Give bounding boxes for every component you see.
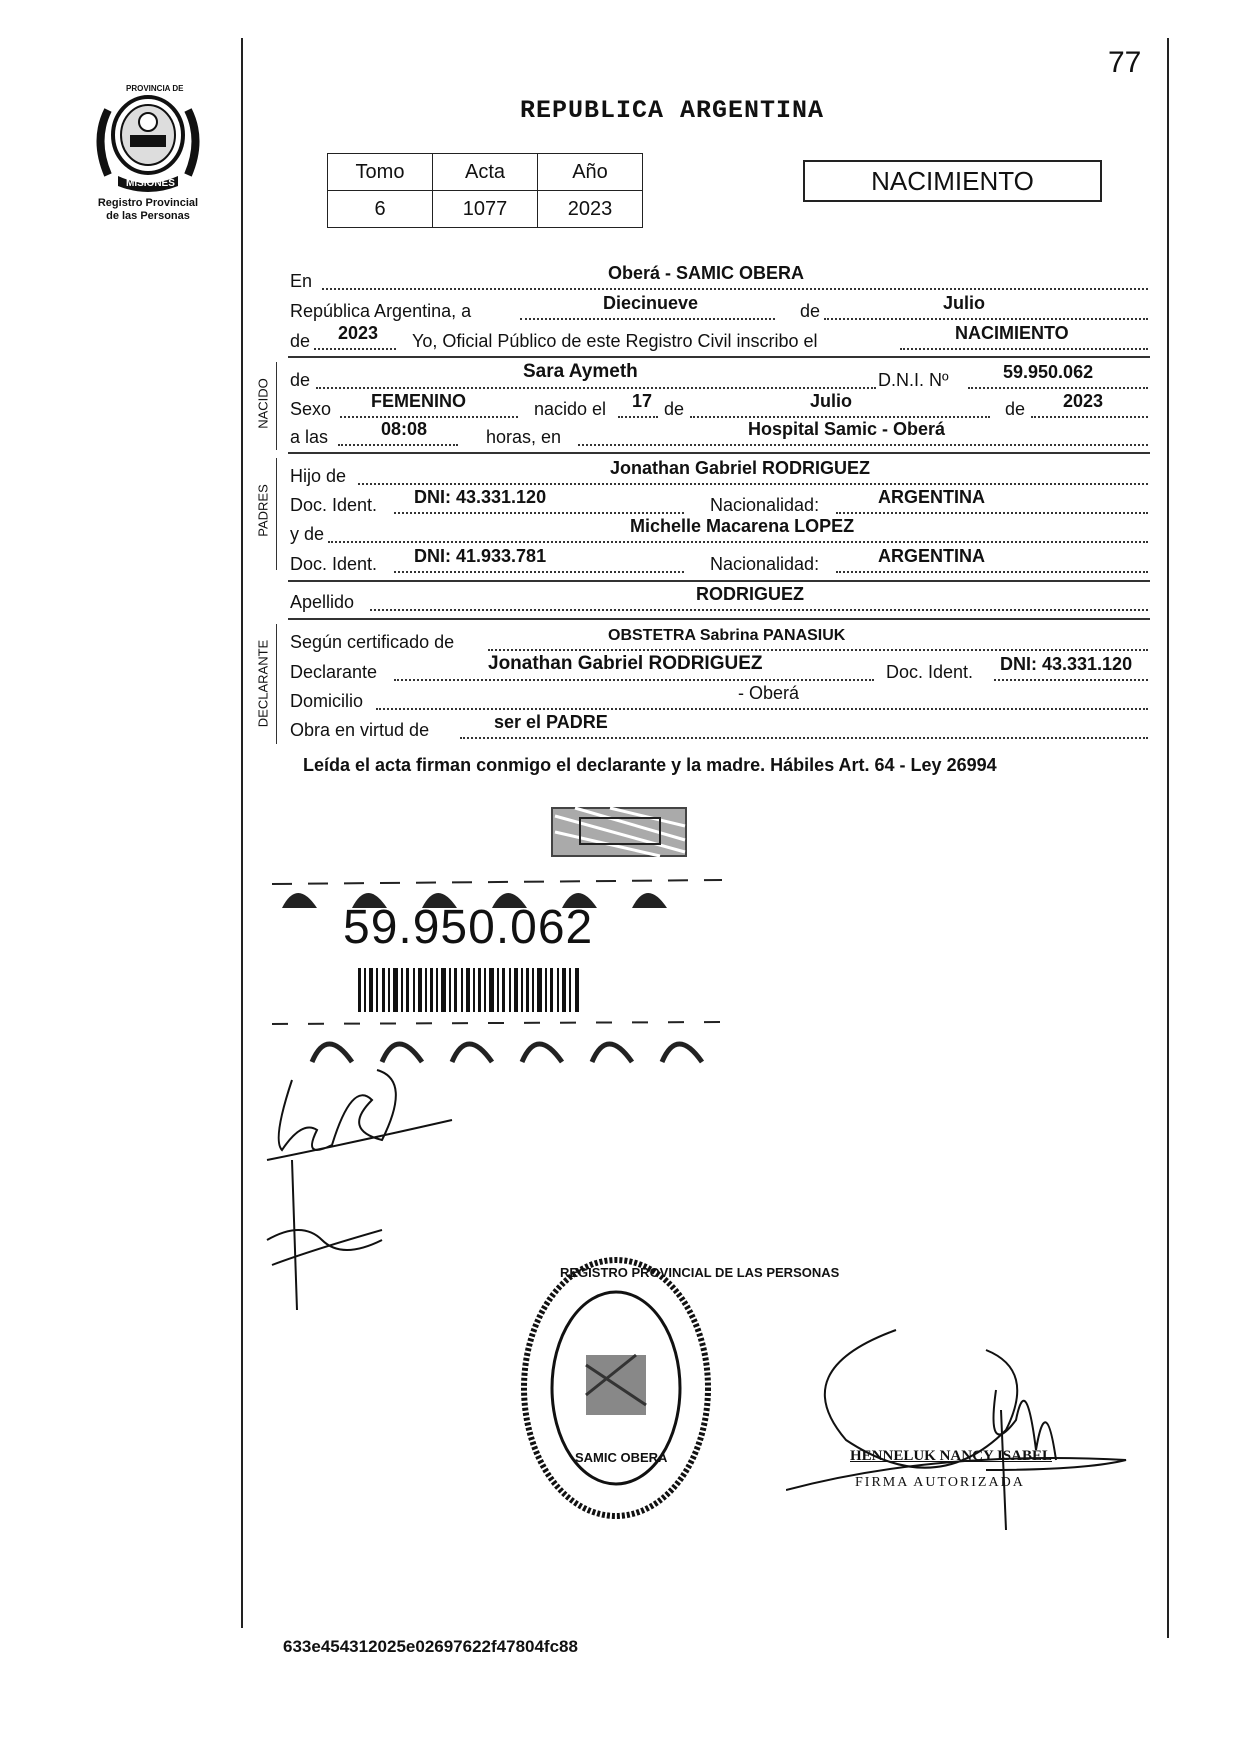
- page-number: 77: [1108, 46, 1142, 79]
- domicilio-label: Domicilio: [290, 691, 364, 711]
- document-hash: 633e454312025e02697622f47804fc88: [283, 1637, 578, 1656]
- official-name: HENNELUK NANCY ISABEL: [850, 1448, 1052, 1464]
- row-certificado: [288, 625, 1148, 655]
- row-madre-doc: [288, 547, 1148, 577]
- logo-caption-line1: Registro Provincial: [97, 197, 199, 209]
- birth-time: 08:08: [381, 419, 428, 439]
- certificado-label: Según certificado de: [290, 632, 455, 652]
- row-en: [288, 264, 1148, 294]
- row-republica: [288, 294, 1148, 324]
- section-label-padres: PADRES: [255, 484, 271, 537]
- doc-ident-label: Doc. Ident.: [290, 495, 378, 515]
- row-padre-doc: [288, 488, 1148, 518]
- father-nationality: ARGENTINA: [878, 487, 985, 507]
- birth-month: Julio: [810, 391, 853, 411]
- logo-seal-text-bottom: MISIONES: [126, 178, 175, 189]
- header-anio: Año: [538, 154, 643, 191]
- header-tomo: Tomo: [328, 154, 433, 191]
- value-tomo: 6: [328, 191, 433, 228]
- month-value: Julio: [943, 293, 986, 313]
- child-dni: 59.950.062: [1003, 362, 1094, 382]
- official-text: Yo, Oficial Público de este Registro Civil inscribo el: [412, 331, 818, 351]
- sexo-label: Sexo: [290, 399, 332, 419]
- logo-caption-line2: de las Personas: [106, 210, 190, 222]
- security-stamp-icon: [550, 800, 690, 862]
- day-value: Diecinueve: [603, 293, 699, 313]
- declarante-doc-label: Doc. Ident.: [886, 662, 974, 682]
- guilloche-bottom-icon: [272, 1018, 722, 1064]
- left-margin-line: [241, 38, 243, 1628]
- row-padre: [288, 459, 1148, 489]
- de-label-2: de: [664, 399, 685, 419]
- section-label-nacido: NACIDO: [255, 378, 271, 429]
- signature-official-icon: [786, 1310, 1146, 1540]
- father-doc: DNI: 43.331.120: [414, 487, 547, 507]
- father-name: Jonathan Gabriel RODRIGUEZ: [610, 458, 871, 478]
- official-role: FIRMA AUTORIZADA: [855, 1475, 1025, 1490]
- signature-declarante-icon: [262, 1060, 462, 1310]
- logo-seal-text-top: PROVINCIA DE: [126, 84, 184, 93]
- nacido-de-label: de: [290, 370, 311, 390]
- birth-year: 2023: [1063, 391, 1104, 411]
- official-seal-icon: [516, 1255, 716, 1525]
- separator: [288, 356, 1150, 358]
- certificado-value: OBSTETRA Sabrina PANASIUK: [608, 627, 846, 644]
- declarante-label: Declarante: [290, 662, 378, 682]
- year-value: 2023: [338, 323, 379, 343]
- seal-ring-text: REGISTRO PROVINCIAL DE LAS PERSONAS: [560, 1265, 840, 1280]
- de-label: de: [800, 301, 821, 321]
- stamp-number: 59.950.062: [343, 901, 594, 954]
- child-name: Sara Aymeth: [523, 361, 638, 382]
- apellido-label: Apellido: [290, 592, 355, 612]
- section-label-declarante: DECLARANTE: [255, 639, 271, 728]
- nacido-el-label: nacido el: [534, 399, 607, 419]
- row-year: de 2023 Yo, Oficial Público de este Registro Civil inscribo el NACIMIENTO: [288, 324, 1148, 354]
- birth-day: 17: [632, 391, 653, 411]
- document-type-box: NACIMIENTO: [803, 160, 1102, 202]
- row-obra: [288, 713, 1148, 743]
- row-nacido-name: [288, 363, 1148, 393]
- registry-table: [327, 153, 643, 228]
- header-acta: Acta: [433, 154, 538, 191]
- obra-label: Obra en virtud de: [290, 720, 430, 740]
- right-margin-line: [1167, 38, 1169, 1638]
- place-value: Oberá - SAMIC OBERA: [608, 263, 805, 283]
- en-label: En: [290, 271, 313, 291]
- row-domicilio: [288, 684, 1148, 714]
- seal-bottom-text: SAMIC OBERA: [575, 1450, 668, 1465]
- nacionalidad-label-2: Nacionalidad:: [710, 554, 820, 574]
- row-declarante: [288, 655, 1148, 685]
- row-apellido: [288, 585, 1148, 615]
- page-title: REPUBLICA ARGENTINA: [520, 96, 825, 125]
- declarante-value: Jonathan Gabriel RODRIGUEZ: [488, 653, 763, 674]
- nacionalidad-label: Nacionalidad:: [710, 495, 820, 515]
- birth-place: Hospital Samic - Oberá: [748, 419, 946, 439]
- domicilio-value: - Oberá: [738, 683, 800, 703]
- obra-value: ser el PADRE: [494, 712, 608, 732]
- horas-label: horas, en: [486, 427, 562, 447]
- y-de-label: y de: [290, 524, 325, 544]
- mother-doc: DNI: 41.933.781: [414, 546, 547, 566]
- mother-nationality: ARGENTINA: [878, 546, 985, 566]
- closing-text: Leída el acta firman conmigo el declarante y la madre. Hábiles Art. 64 - Ley 26994: [303, 755, 997, 775]
- barcode-icon: [358, 968, 583, 1012]
- mother-name: Michelle Macarena LOPEZ: [630, 516, 855, 536]
- sexo-value: FEMENINO: [371, 391, 467, 411]
- dni-label: D.N.I. Nº: [878, 370, 949, 390]
- apellido-value: RODRIGUEZ: [696, 584, 804, 604]
- row-madre: [288, 517, 1148, 547]
- a-las-label: a las: [290, 427, 329, 447]
- registry-logo: [88, 80, 208, 230]
- value-acta: 1077: [433, 191, 538, 228]
- doc-ident-label-2: Doc. Ident.: [290, 554, 378, 574]
- row-sexo: [288, 392, 1148, 422]
- value-anio: 2023: [538, 191, 643, 228]
- hijo-de-label: Hijo de: [290, 466, 347, 486]
- de-label-3: de: [1005, 399, 1026, 419]
- republica-label: República Argentina, a: [290, 301, 472, 321]
- row-hora: [288, 420, 1148, 450]
- act-kind-value: NACIMIENTO: [955, 323, 1069, 343]
- declarante-doc: DNI: 43.331.120: [1000, 654, 1133, 674]
